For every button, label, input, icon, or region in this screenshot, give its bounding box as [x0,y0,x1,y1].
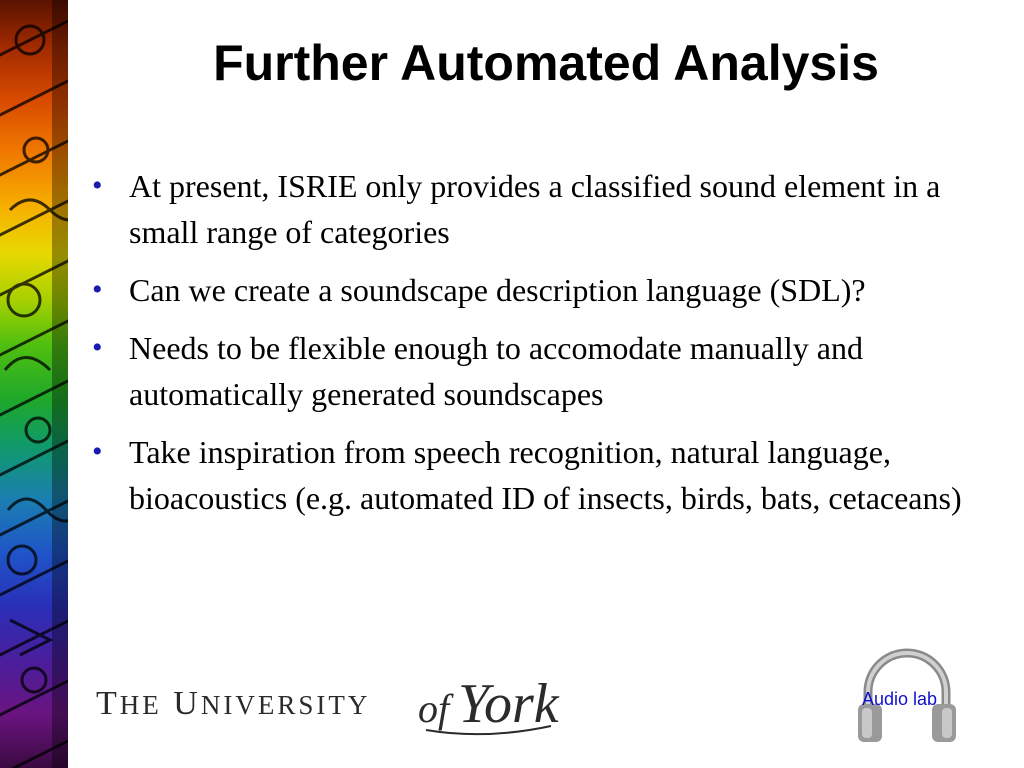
bullet-marker: • [92,169,103,202]
university-of-york-wordmark-icon [96,672,566,742]
university-of-york-logo [96,672,566,742]
bullet-marker: • [92,273,103,306]
slide-title: Further Automated Analysis [213,35,879,91]
bullet-text: Needs to be flexible enough to accomodate manually and automatically generated soundscapes [129,330,863,412]
svg-text:THE UNIVERSITY: THE UNIVERSITY [96,685,371,722]
svg-text:York: York [458,673,559,735]
rainbow-side-strip [0,0,68,768]
bullet-list [86,163,986,533]
bullet-marker: • [92,435,103,468]
audio-lab-label: Audio lab [862,689,938,709]
bullet-item [86,267,986,313]
bullet-marker: • [92,331,103,364]
audio-lab-logo [852,648,962,746]
bullet-text: Can we create a soundscape description language (SDL)? [129,272,866,308]
bullet-item [86,429,986,521]
bullet-item [86,163,986,255]
collage-pattern-icon [0,0,68,768]
svg-text:of: of [418,686,450,731]
bullet-text: At present, ISRIE only provides a classified sound element in a small range of categories [129,168,941,250]
bullet-text: Take inspiration from speech recognition, natural language, bioacoustics (e.g. automated ID of insects, birds, bats, cetaceans) [129,434,962,516]
bullet-item [86,325,986,417]
